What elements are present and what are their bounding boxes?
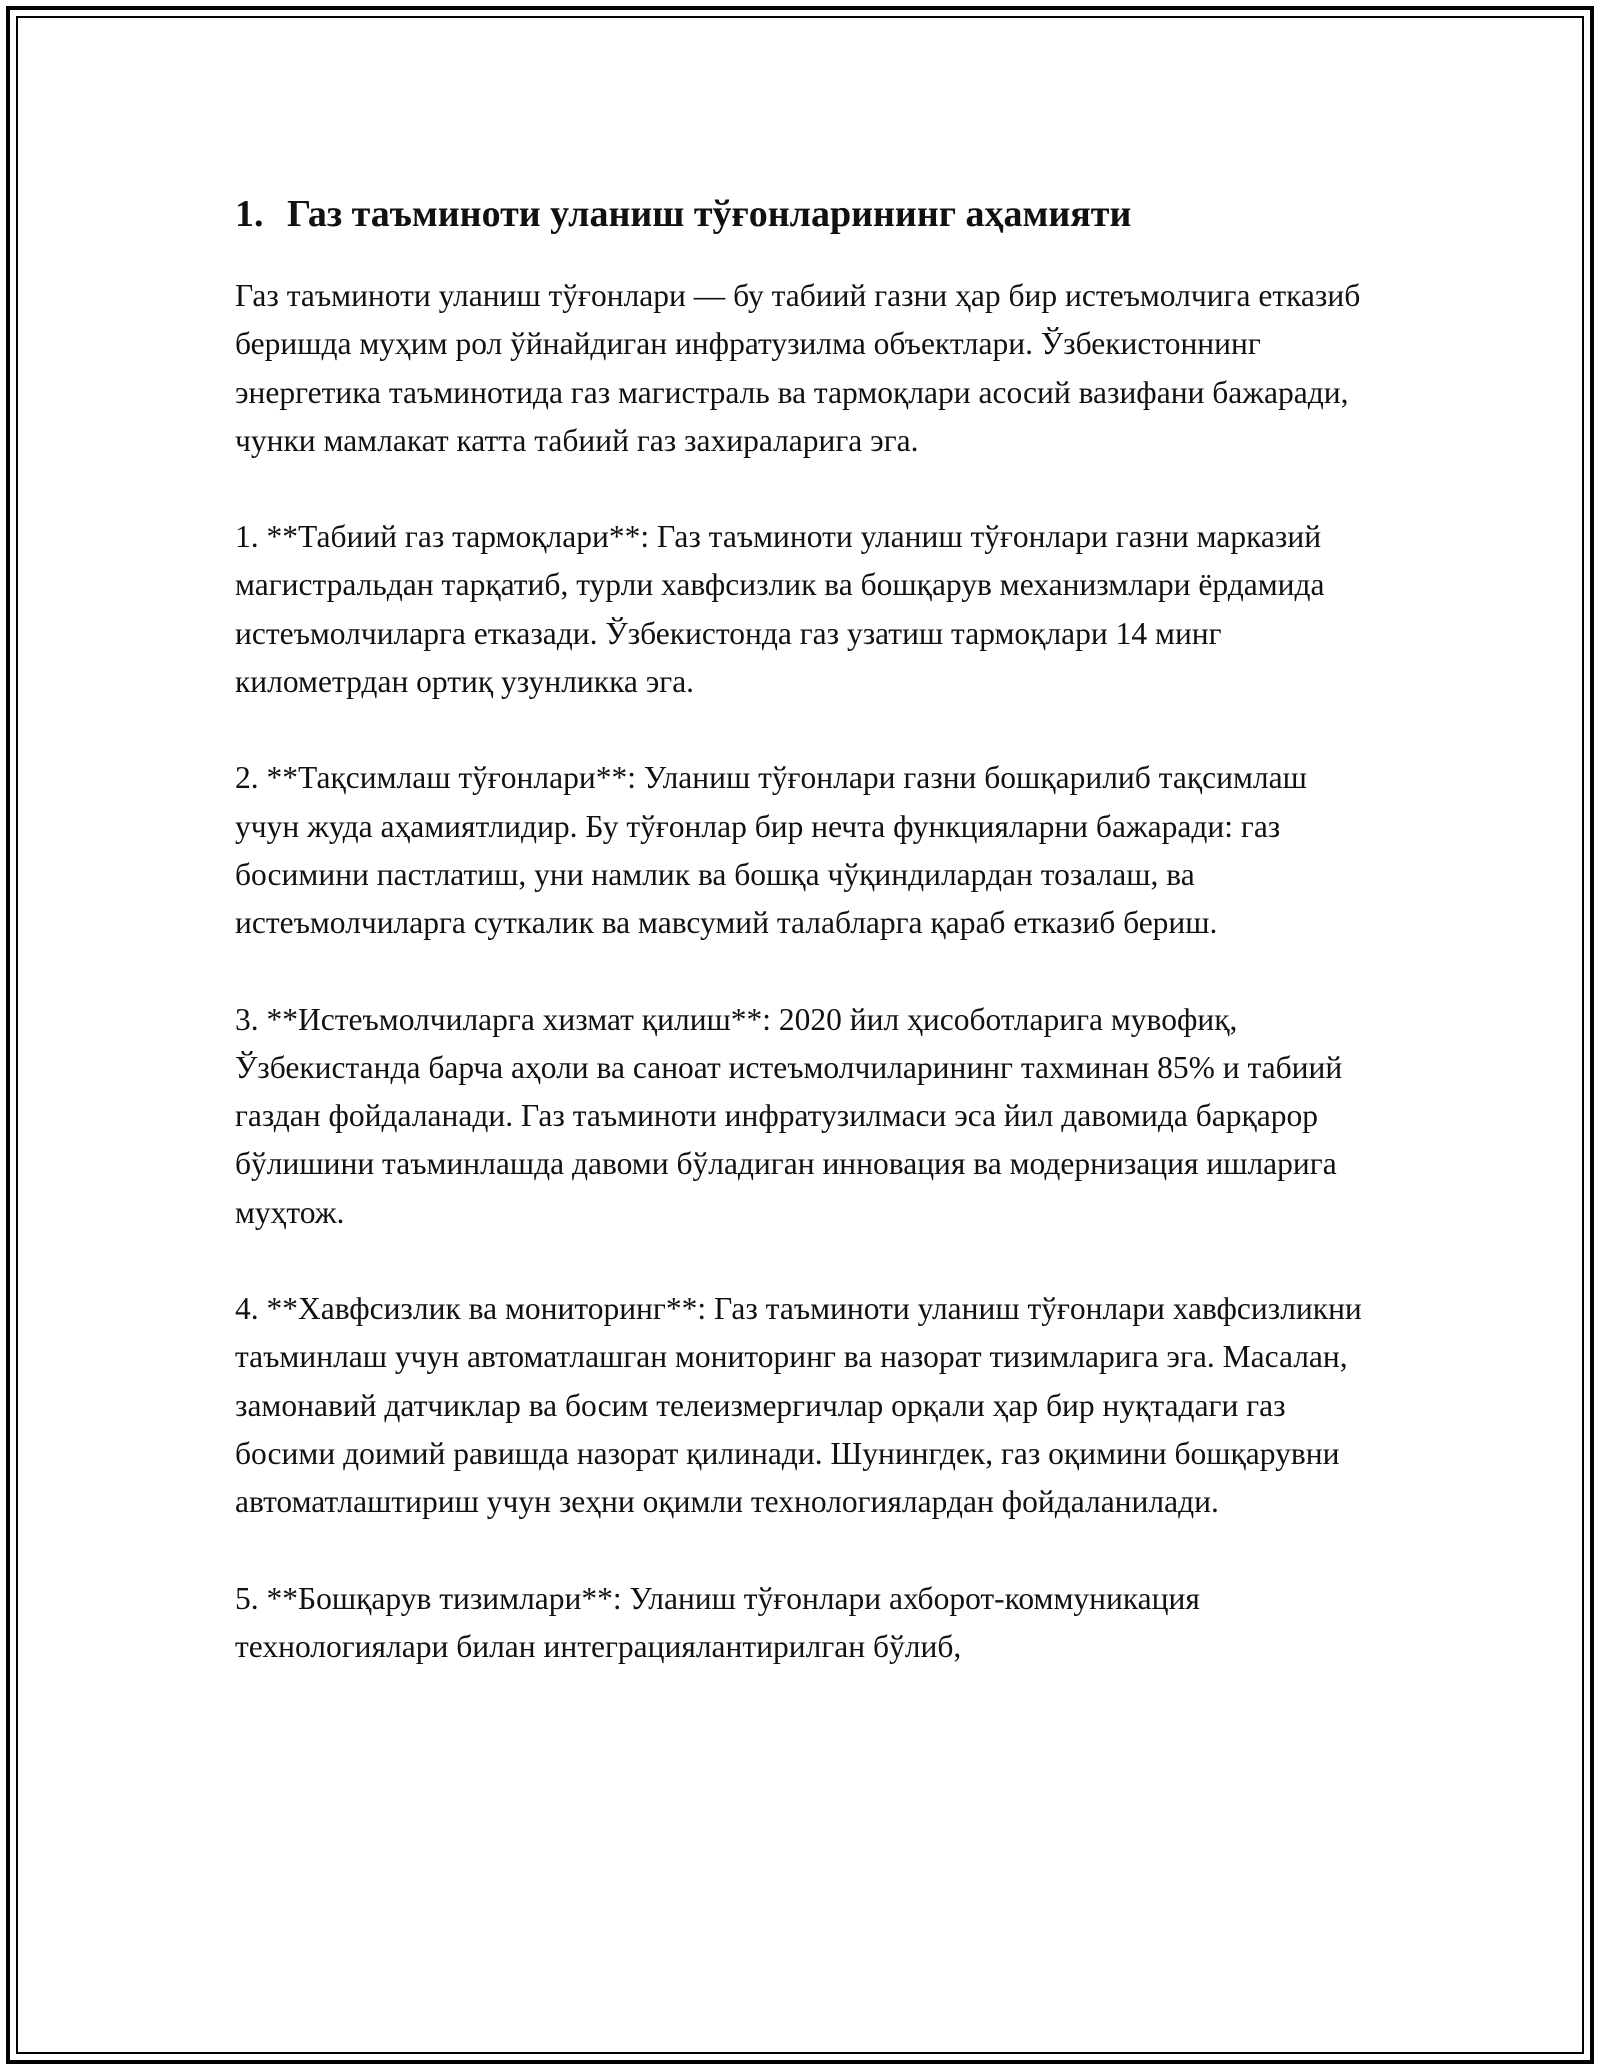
list-item-natural-gas-networks: 1. **Табиий газ тармоқлари**: Газ таъминоти уланиш тўғонлари газни марказий магистральдан тарқатиб, турли хавфсизлик ва бошқарув механизмлари ёрдамида истеъмолчиларга етказади. Ўзбекистонда газ узатиш тармоқлари 14 минг километрдан ортиқ узунликка эга. [235,519,1325,700]
document-body [235,186,1375,1719]
section-heading [235,186,1375,242]
list-item-consumer-service: 3. **Истеъмолчиларга хизмат қилиш**: 2020 йил ҳисоботларига мувофиқ, Ўзбекистанда барча аҳоли ва саноат истеъмолчиларининг тахминан 85% и табиий газдан фойдаланади. Газ таъминоти инфратузилмаси эса йил давомида барқарор бўлишини таъминлашда давоми бўладиган инновация ва модернизация ишларига муҳтож. [235,1001,1343,1230]
intro-paragraph: Газ таъминоти уланиш тўғонлари — бу табиий газни ҳар бир истеъмолчига етказиб беришда муҳим рол ўйнайдиган инфратузилма объектлари. Ўзбекистоннинг энергетика таъминотида газ магистраль ва тармоқлари асосий вазифани бажаради, чунки мамлакат катта табиий газ захираларига эга. [235,278,1361,458]
list-item-safety-monitoring: 4. **Хавфсизлик ва мониторинг**: Газ таъминоти уланиш тўғонлари хавфсизликни таъминлаш учун автоматлашган мониторинг ва назорат тизимларига эга. Масалан, замонавий датчиклар ва босим телеизмергичлар орқали ҳар бир нуқтадаги газ босими доимий равишда назорат қилинади. Шунингдек, газ оқимини бошқарувни автоматлаштириш учун зеҳни оқимли технологиялардан фойдаланилади. [235,1291,1362,1520]
list-item-control-systems: 5. **Бошқарув тизимлари**: Уланиш тўғонлари ахборот-коммуникация технологиялари билан интеграциялантирилган бўлиб, [235,1580,1200,1664]
list-item-distribution: 2. **Тақсимлаш тўғонлари**: Уланиш тўғонлари газни бошқарилиб тақсимлаш учун жуда аҳамиятлидир. Бу тўғонлар бир нечта функцияларни бажаради: газ босимини пастлатиш, уни намлик ва бошқа чўқиндилардан тозалаш, ва истеъмолчиларга суткалик ва мавсумий талабларга қараб етказиб бериш. [235,760,1307,941]
heading-number: 1. [235,193,264,235]
heading-text: Газ таъминоти уланиш тўғонларининг аҳамияти [287,193,1132,235]
